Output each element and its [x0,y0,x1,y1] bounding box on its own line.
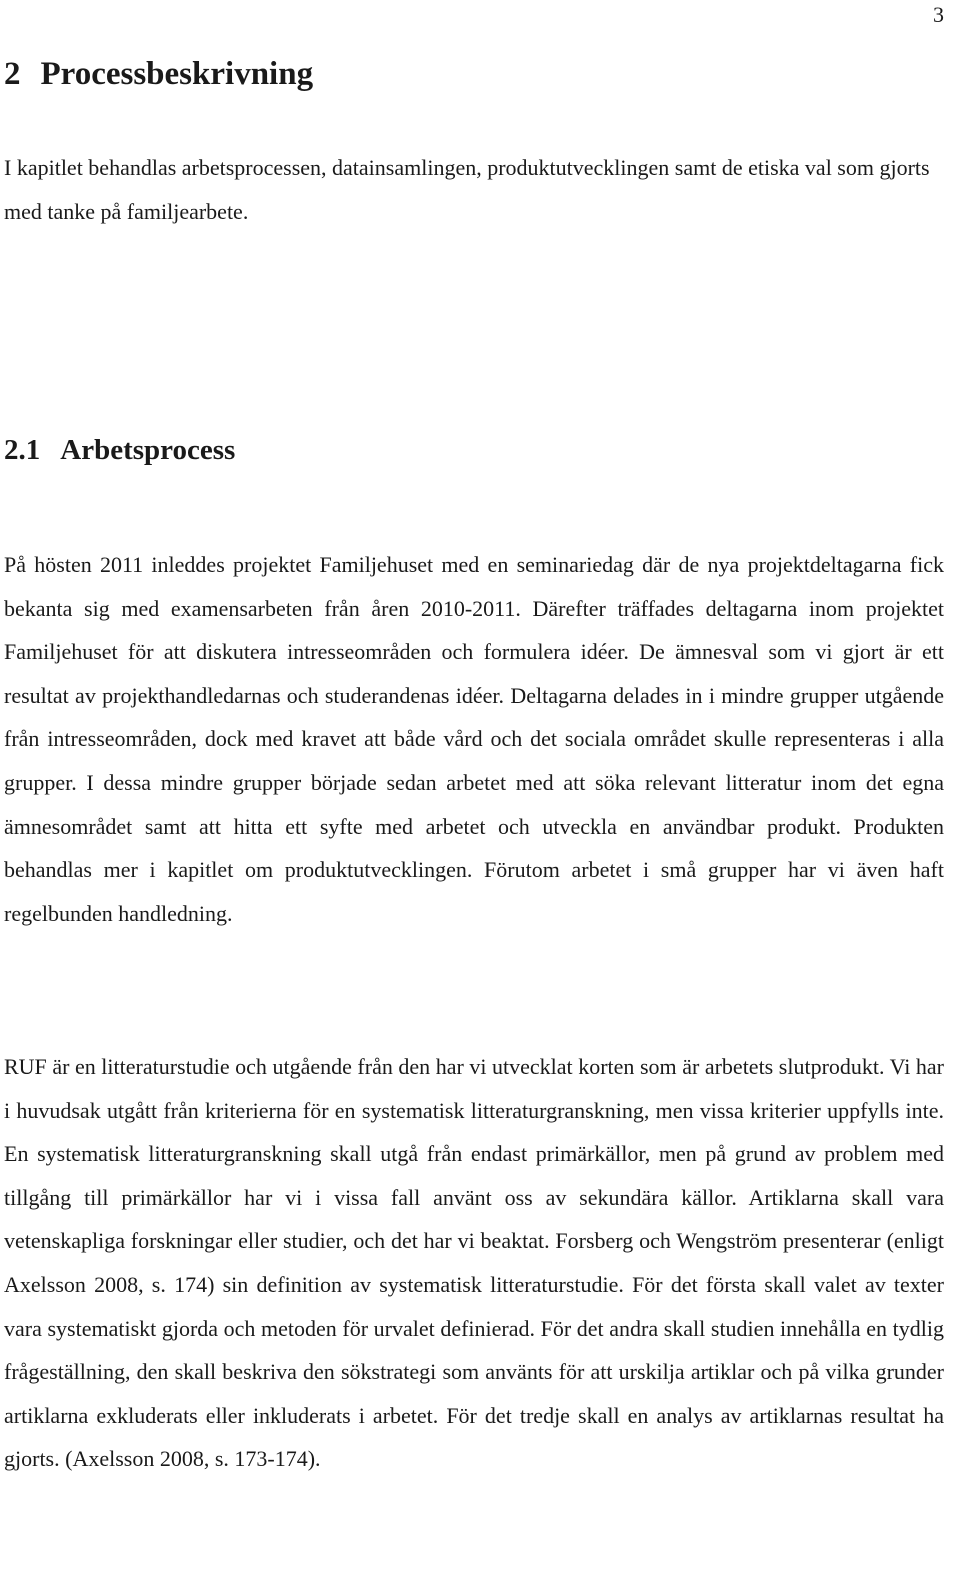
body-paragraph: RUF är en litteraturstudie och utgående från den har vi utvecklat korten som är arbetets slutprodukt. Vi har i huvudsak utgått från kriterierna för en systematisk litteraturgranskning, men vissa kriterier uppfylls inte. En systematisk litteraturgranskning skall utgå från endast primärkällor, men på grund av problem med tillgång till primärkällor har vi i vissa fall använt oss av sekundära källor. Artiklarna skall vara vetenskapliga forskningar eller studier, och det har vi beaktat. Forsberg och Wengström presenterar (enligt Axelsson 2008, s. 174) sin definition av systematisk litteraturstudie. För det första skall valet av texter vara systematiskt gjorda och metoden för urvalet definierad. För det andra skall studien innehålla en tydlig frågeställning, den skall beskriva den sökstrategi som använts för att urskilja artiklar och på vilka grunder artiklarna exkluderats eller inkluderats i arbetet. För det tredje skall en analys av artiklarnas resultat ha gjorts. (Axelsson 2008, s. 173-174). [4,1054,944,1472]
section-title: Processbeskrivning [40,56,314,92]
section-number: 2 [4,56,21,92]
section-heading [4,54,313,94]
subsection-number: 2.1 [4,434,41,466]
body-paragraph: På hösten 2011 inleddes projektet Familjehuset med en seminariedag där de nya projektdeltagarna fick bekanta sig med examensarbeten från åren 2010-2011. Därefter träffades deltagarna inom projektet Familjehuset för att diskutera intresseområden och formulera idéer. De ämnesval som vi gjort är ett resultat av projekthandledarnas och studerandenas idéer. Deltagarna delades in i mindre grupper utgående från intresseområden, dock med kravet att både vård och det sociala området skulle representeras i alla grupper. I dessa mindre grupper började sedan arbetet med att söka relevant litteratur inom det egna ämnesområdet samt att hitta ett syfte med arbetet och utveckla en användbar produkt. Produkten behandlas mer i kapitlet om produktutvecklingen. Förutom arbetet i små grupper har vi även haft regelbunden handledning. [4,552,944,926]
page-number: 3 [933,2,944,27]
subsection-heading [4,430,235,470]
subsection-title: Arbetsprocess [60,434,236,466]
section-intro: I kapitlet behandlas arbetsprocessen, datainsamlingen, produktutvecklingen samt de etiska val som gjorts med tanke på familjearbete. [4,155,930,224]
